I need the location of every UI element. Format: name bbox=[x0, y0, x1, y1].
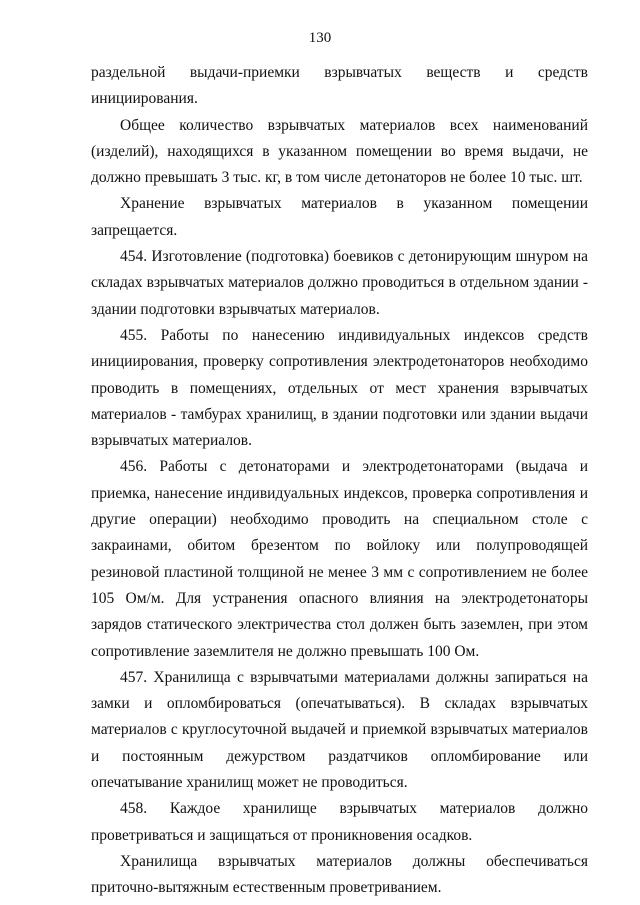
paragraph-456: 456. Работы с детонаторами и электродетонаторами (выдача и приемка, нанесение индивидуальных индексов, проверка сопротивления и другие операции) необходимо проводить на специальном столе с закраинами, обитом брезентом по войлоку или полупроводящей резиновой пластиной толщиной не менее 3 мм с сопротивлением не более 105 Ом/м. Для устранения опасного влияния на электродетонаторы зарядов статического электричества стол должен быть заземлен, при этом сопротивление заземлителя не должно превышать 100 Ом. bbox=[91, 458, 588, 660]
paragraph-ventilation: Хранилища взрывчатых материалов должны обеспечиваться приточно-вытяжным естественным проветриванием. bbox=[91, 852, 588, 897]
paragraph-total-quantity: Общее количество взрывчатых материалов всех наименований (изделий), находящихся в указанном помещении во время выдачи, не должно превышать 3 тыс. кг, в том числе детонаторов не более 10 тыс. шт. bbox=[91, 116, 588, 187]
paragraph-storage-prohibited: Хранение взрывчатых материалов в указанном помещении запрещается. bbox=[91, 195, 588, 239]
paragraph-455: 455. Работы по нанесению индивидуальных индексов средств инициирования, проверку сопротивления электродетонаторов необходимо проводить в помещениях, отдельных от мест хранения взрывчатых материалов - тамбурах хранилищ, в здании подготовки или здании выдачи взрывчатых материалов. bbox=[91, 326, 588, 450]
paragraph-continuation: раздельной выдачи-приемки взрывчатых веществ и средств инициирования. bbox=[91, 64, 588, 108]
document-body bbox=[91, 60, 588, 902]
paragraph-457: 457. Хранилища с взрывчатыми материалами должны запираться на замки и опломбироваться (опечатываться). В складах взрывчатых материалов с круглосуточной выдачей и приемкой взрывчатых материалов и постоянным дежурством раздатчиков опломбирование или опечатывание хранилищ может не проводиться. bbox=[91, 668, 588, 792]
paragraph-454: 454. Изготовление (подготовка) боевиков с детонирующим шнуром на складах взрывчатых материалов должно проводиться в отдельном здании - здании подготовки взрывчатых материалов. bbox=[91, 248, 588, 318]
paragraph-458: 458. Каждое хранилище взрывчатых материалов должно проветриваться и защищаться от проникновения осадков. bbox=[91, 800, 588, 844]
page-number: 130 bbox=[308, 30, 332, 46]
